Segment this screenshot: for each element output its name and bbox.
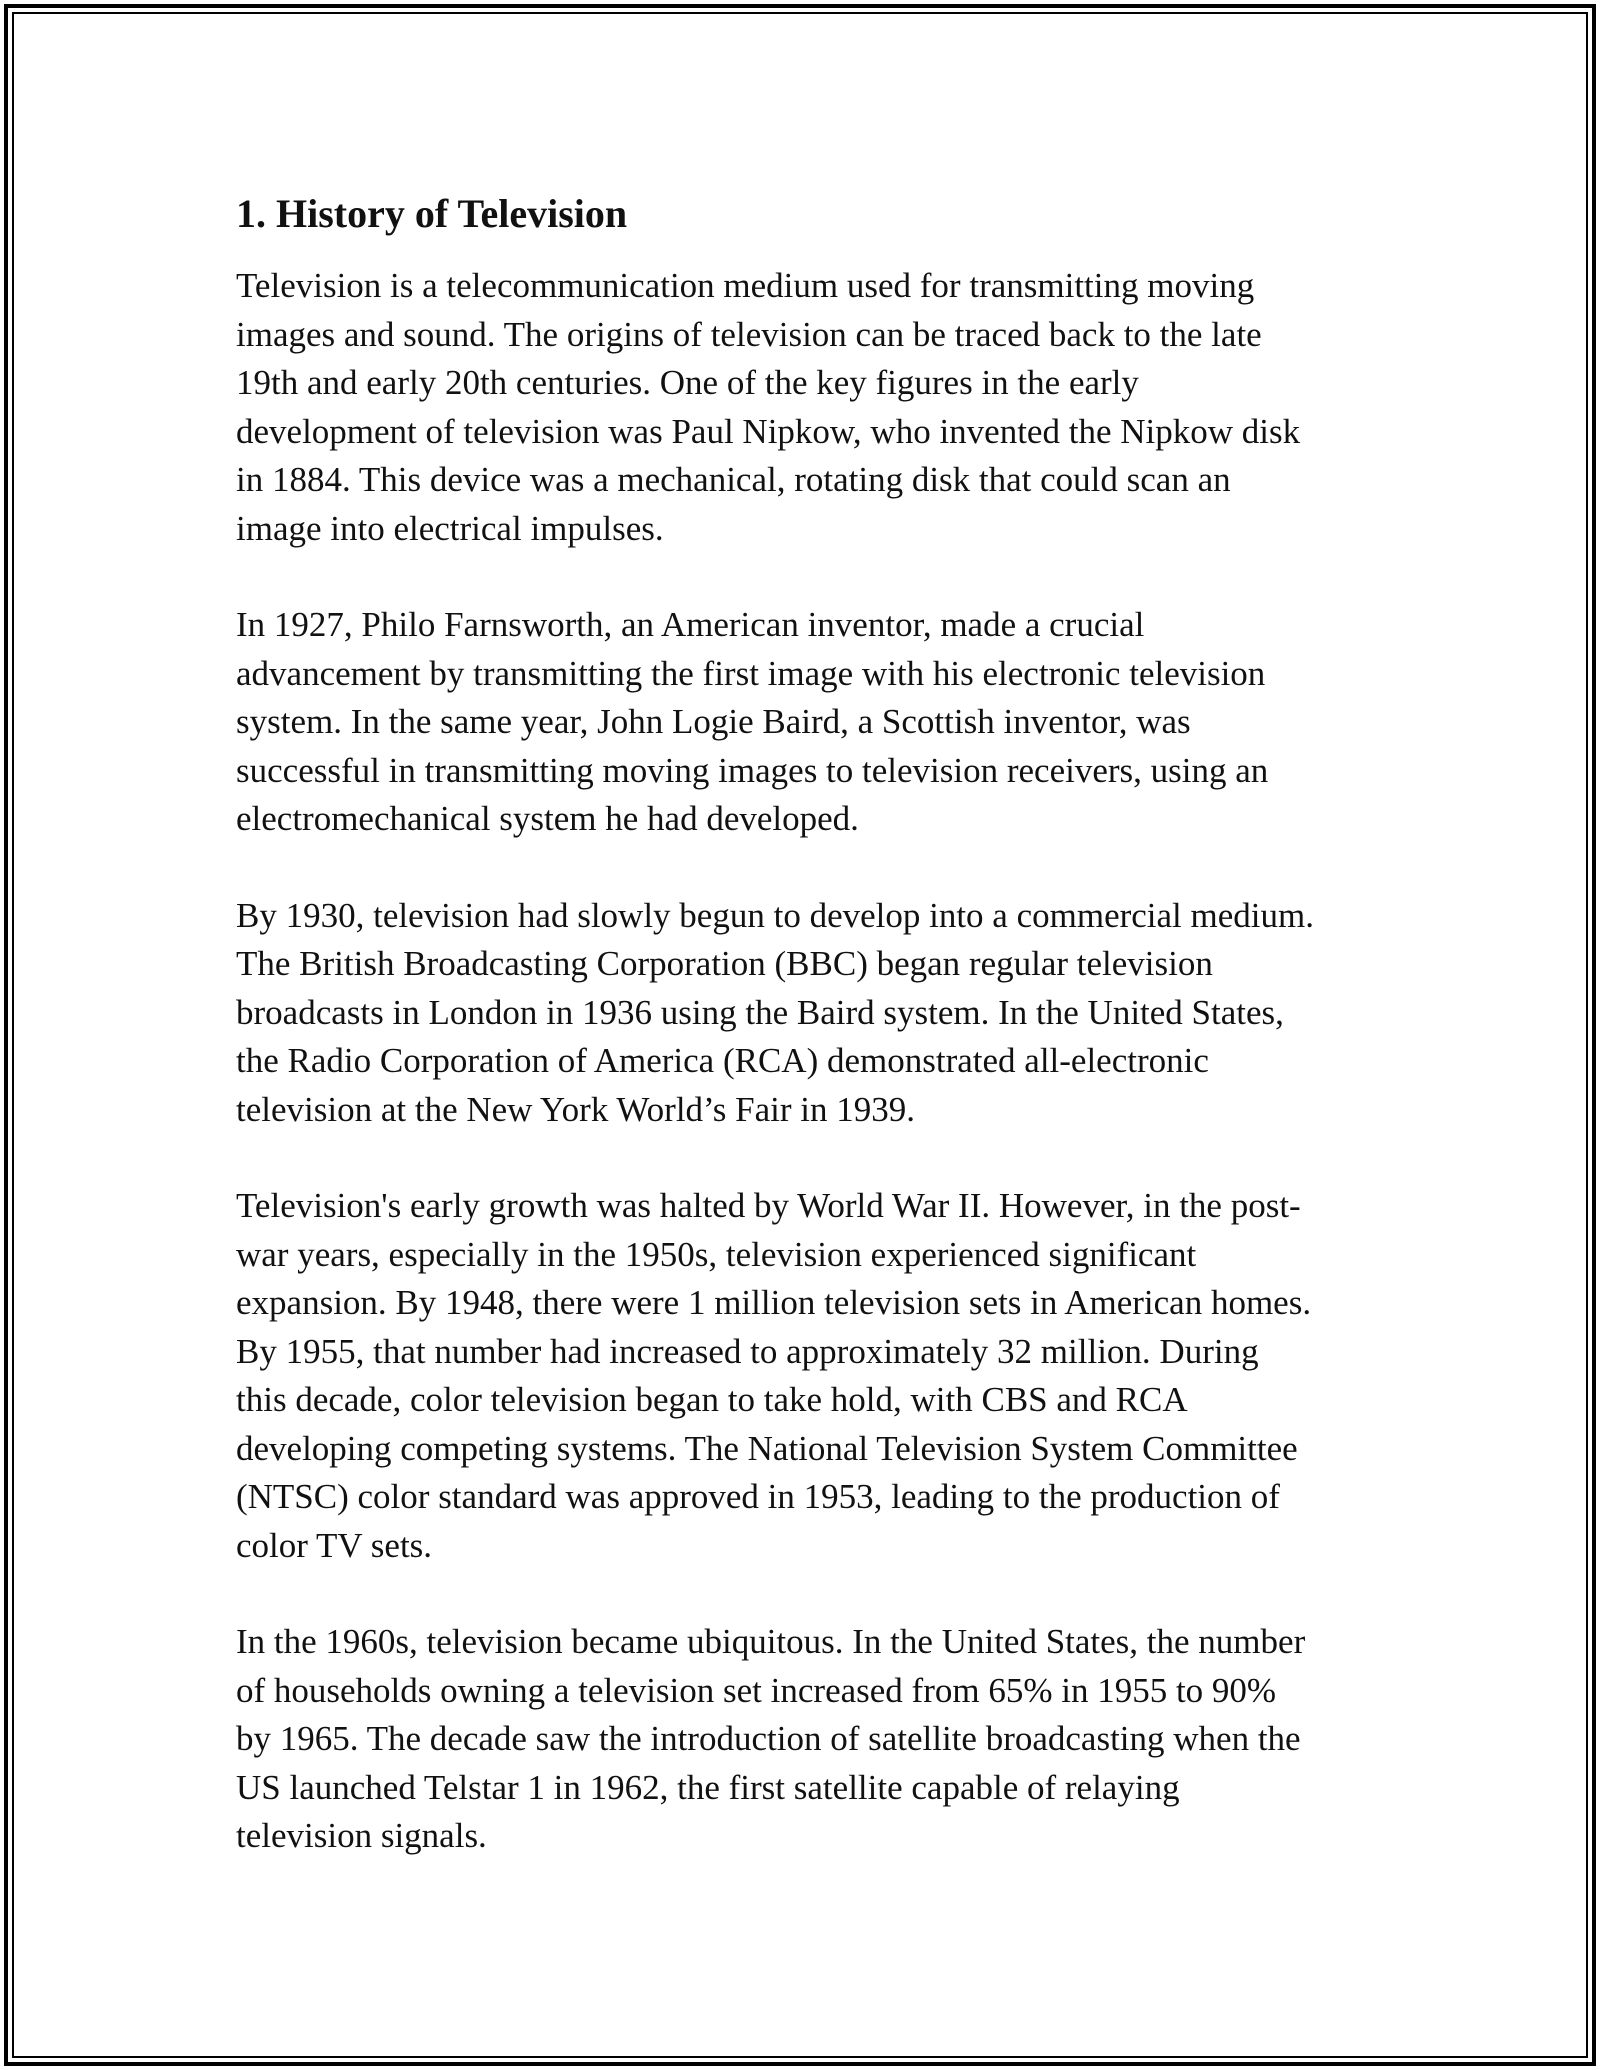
paragraph-line: by 1965. The decade saw the introduction of satellite broadcasting when the xyxy=(236,1719,1301,1758)
paragraph-line: color TV sets. xyxy=(236,1525,433,1565)
paragraph-line: (NTSC) color standard was approved in 1953, leading to the production of xyxy=(236,1477,1280,1516)
paragraph-line: electromechanical system he had developed. xyxy=(236,799,859,838)
paragraph-1930 xyxy=(236,892,1376,1135)
paragraph-line: images and sound. The origins of television can be traced back to the late xyxy=(236,314,1262,354)
paragraph-line: Television is a telecommunication medium used for transmitting moving xyxy=(236,266,1255,305)
paragraph-line: image into electrical impulses. xyxy=(236,508,664,548)
paragraph-line: By 1955, that number had increased to approximately 32 million. During xyxy=(236,1331,1259,1371)
paragraph-line: advancement by transmitting the first image with his electronic television xyxy=(236,653,1266,693)
paragraph-line: 19th and early 20th centuries. One of the key figures in the early xyxy=(236,363,1139,402)
paragraph-line: war years, especially in the 1950s, television experienced significant xyxy=(236,1234,1197,1274)
paragraph-line: Television's early growth was halted by World War II. However, in the post- xyxy=(236,1186,1301,1225)
paragraph-line: developing competing systems. The National Television System Committee xyxy=(236,1428,1298,1468)
section-heading: 1. History of Television xyxy=(236,191,628,236)
paragraph-line: television signals. xyxy=(236,1816,487,1855)
paragraph-line: of households owning a television set increased from 65% in 1955 to 90% xyxy=(236,1670,1277,1710)
paragraph-line: US launched Telstar 1 in 1962, the first satellite capable of relaying xyxy=(236,1767,1180,1807)
paragraph-line: this decade, color television began to take hold, with CBS and RCA xyxy=(236,1380,1188,1419)
paragraph-line: successful in transmitting moving images to television receivers, using an xyxy=(236,750,1269,790)
paragraph-line: development of television was Paul Nipkow, who invented the Nipkow disk xyxy=(236,411,1301,451)
paragraph-line: expansion. By 1948, there were 1 million television sets in American homes. xyxy=(236,1283,1312,1322)
paragraph-line: By 1930, television had slowly begun to develop into a commercial medium. xyxy=(236,895,1314,935)
paragraph-line: television at the New York World’s Fair in 1939. xyxy=(236,1089,915,1129)
paragraph-line: In the 1960s, television became ubiquitous. In the United States, the number xyxy=(236,1622,1306,1661)
paragraph-line: system. In the same year, John Logie Baird, a Scottish inventor, was xyxy=(236,702,1191,741)
paragraph-line: broadcasts in London in 1936 using the Baird system. In the United States, xyxy=(236,992,1284,1032)
paragraph-line: The British Broadcasting Corporation (BBC) began regular television xyxy=(236,944,1213,983)
paragraph-origins xyxy=(236,262,1376,553)
paragraph-line: In 1927, Philo Farnsworth, an American inventor, made a crucial xyxy=(236,605,1145,644)
paragraph-1960s xyxy=(236,1618,1376,1861)
paragraph-1927 xyxy=(236,601,1376,844)
paragraph-line: in 1884. This device was a mechanical, rotating disk that could scan an xyxy=(236,460,1231,499)
paragraph-line: the Radio Corporation of America (RCA) demonstrated all-electronic xyxy=(236,1041,1209,1080)
document-body xyxy=(236,186,1376,1909)
paragraph-postwar xyxy=(236,1182,1376,1570)
